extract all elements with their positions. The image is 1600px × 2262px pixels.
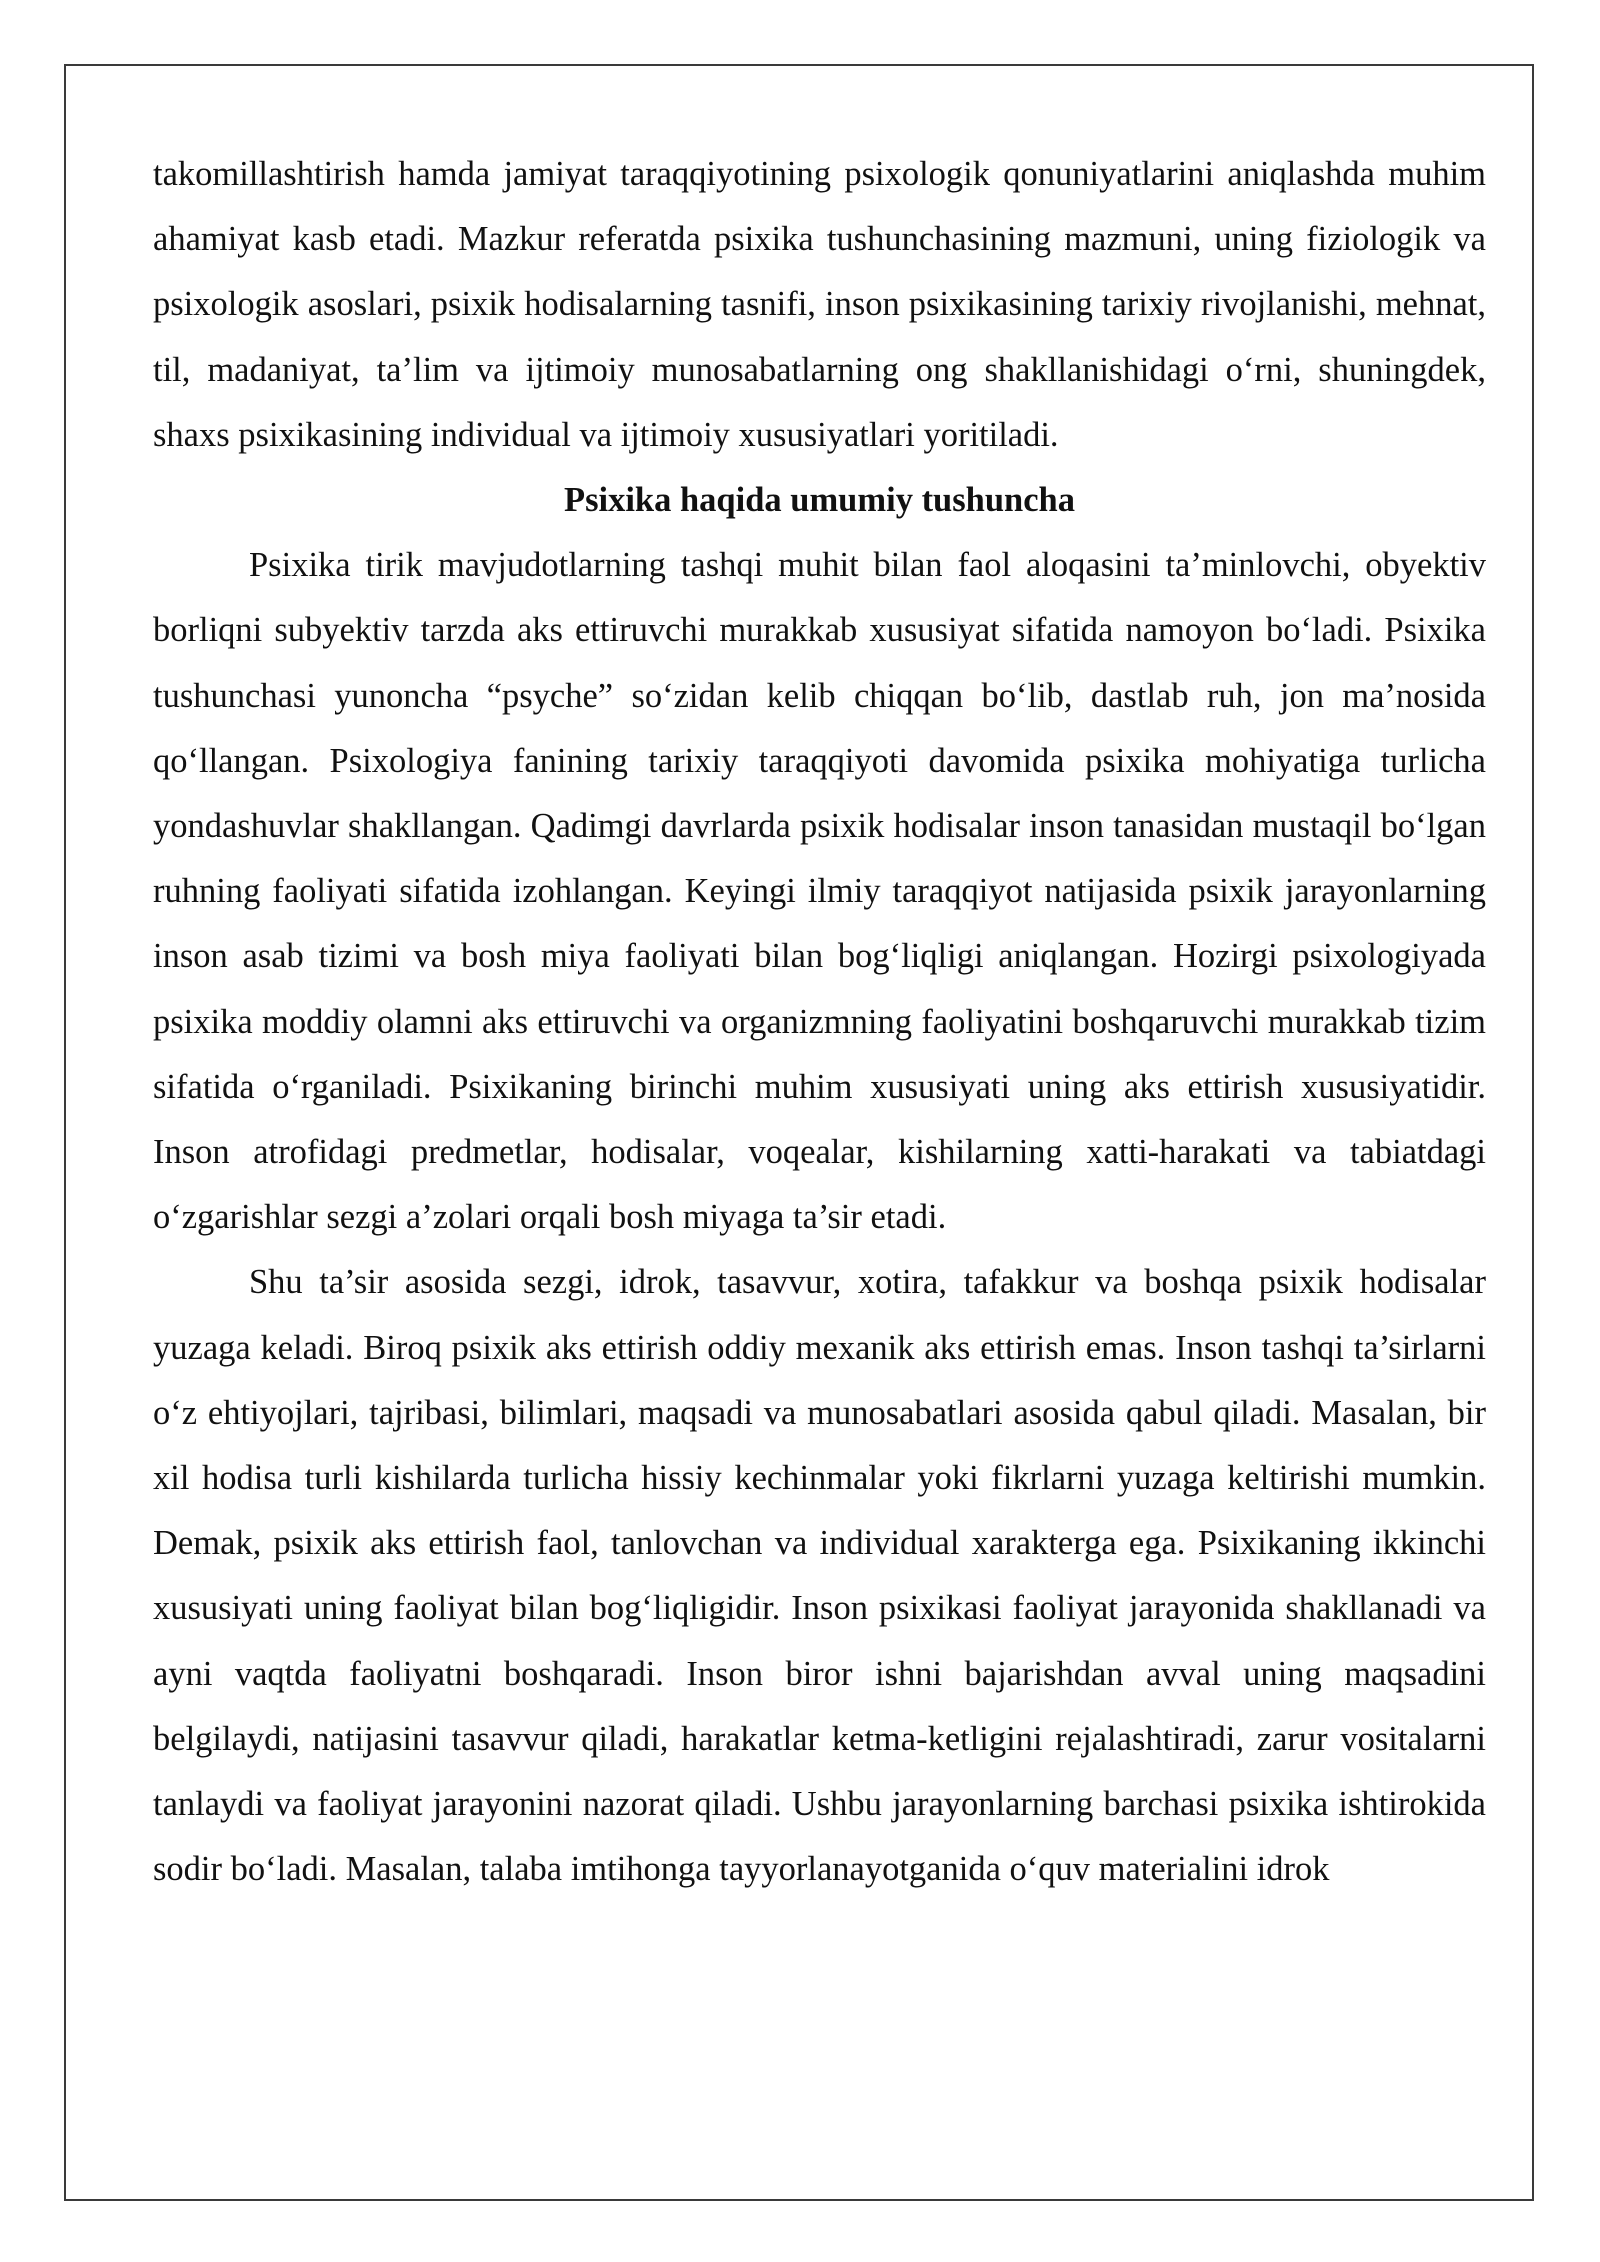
paragraph-psixika-definition: Psixika tirik mavjudotlarning tashqi muhit bilan faol aloqasini ta’minlovchi, obyektiv borliqni subyektiv tarzda aks ettiruvchi murakkab xususiyat sifatida namoyon bo‘ladi. Psixika tushunchasi yunoncha “psyche” so‘zidan kelib chiqqan bo‘lib, dastlab ruh, jon ma’nosida qo‘llangan. Psixologiya fanining tarixiy taraqqiyoti davomida psixika mohiyatiga turlicha yondashuvlar shakllangan. Qadimgi davrlarda psixik hodisalar inson tanasidan mustaqil bo‘lgan ruhning faoliyati sifatida izohlangan. Keyingi ilmiy taraqqiyot natijasida psixik jarayonlarning inson asab tizimi va bosh miya faoliyati bilan bog‘liqligi aniqlangan. Hozirgi psixologiyada psixika moddiy olamni aks ettiruvchi va organizmning faoliyatini boshqaruvchi murakkab tizim sifatida o‘rganiladi. Psixikaning birinchi muhim xususiyati uning aks ettirish xususiyatidir. Inson atrofidagi predmetlar, hodisalar, voqealar, kishilarning xatti-harakati va tabiatdagi o‘zgarishlar sezgi a’zolari orqali bosh miyaga ta’sir etadi.	[153, 546, 1486, 1237]
document-body	[153, 142, 1486, 1902]
section-heading: Psixika haqida umumiy tushuncha	[564, 481, 1075, 520]
paragraph-intro-continuation: takomillashtirish hamda jamiyat taraqqiyotining psixologik qonuniyatlarini aniqlashda muhim ahamiyat kasb etadi. Mazkur referatda psixika tushunchasining mazmuni, uning fiziologik va psixologik asoslari, psixik hodisalarning tasnifi, inson psixikasining tarixiy rivojlanishi, mehnat, til, madaniyat, ta’lim va ijtimoiy munosabatlarning ong shakllanishidagi o‘rni, shuningdek, shaxs psixikasining individual va ijtimoiy xususiyatlari yoritiladi.	[153, 155, 1486, 454]
paragraph-psixika-properties: Shu ta’sir asosida sezgi, idrok, tasavvur, xotira, tafakkur va boshqa psixik hodisalar yuzaga keladi. Biroq psixik aks ettirish oddiy mexanik aks ettirish emas. Inson tashqi ta’sirlarni o‘z ehtiyojlari, tajribasi, bilimlari, maqsadi va munosabatlari asosida qabul qiladi. Masalan, bir xil hodisa turli kishilarda turlicha hissiy kechinmalar yoki fikrlarni yuzaga keltirishi mumkin. Demak, psixik aks ettirish faol, tanlovchan va individual xarakterga ega. Psixikaning ikkinchi xususiyati uning faoliyat bilan bog‘liqligidir. Inson psixikasi faoliyat jarayonida shakllanadi va ayni vaqtda faoliyatni boshqaradi. Inson biror ishni bajarishdan avval uning maqsadini belgilaydi, natijasini tasavvur qiladi, harakatlar ketma-ketligini rejalashtiradi, zarur vositalarni tanlaydi va faoliyat jarayonini nazorat qiladi. Ushbu jarayonlarning barchasi psixika ishtirokida sodir bo‘ladi. Masalan, talaba imtihonga tayyorlanayotganida o‘quv materialini idrok	[153, 1263, 1486, 1889]
